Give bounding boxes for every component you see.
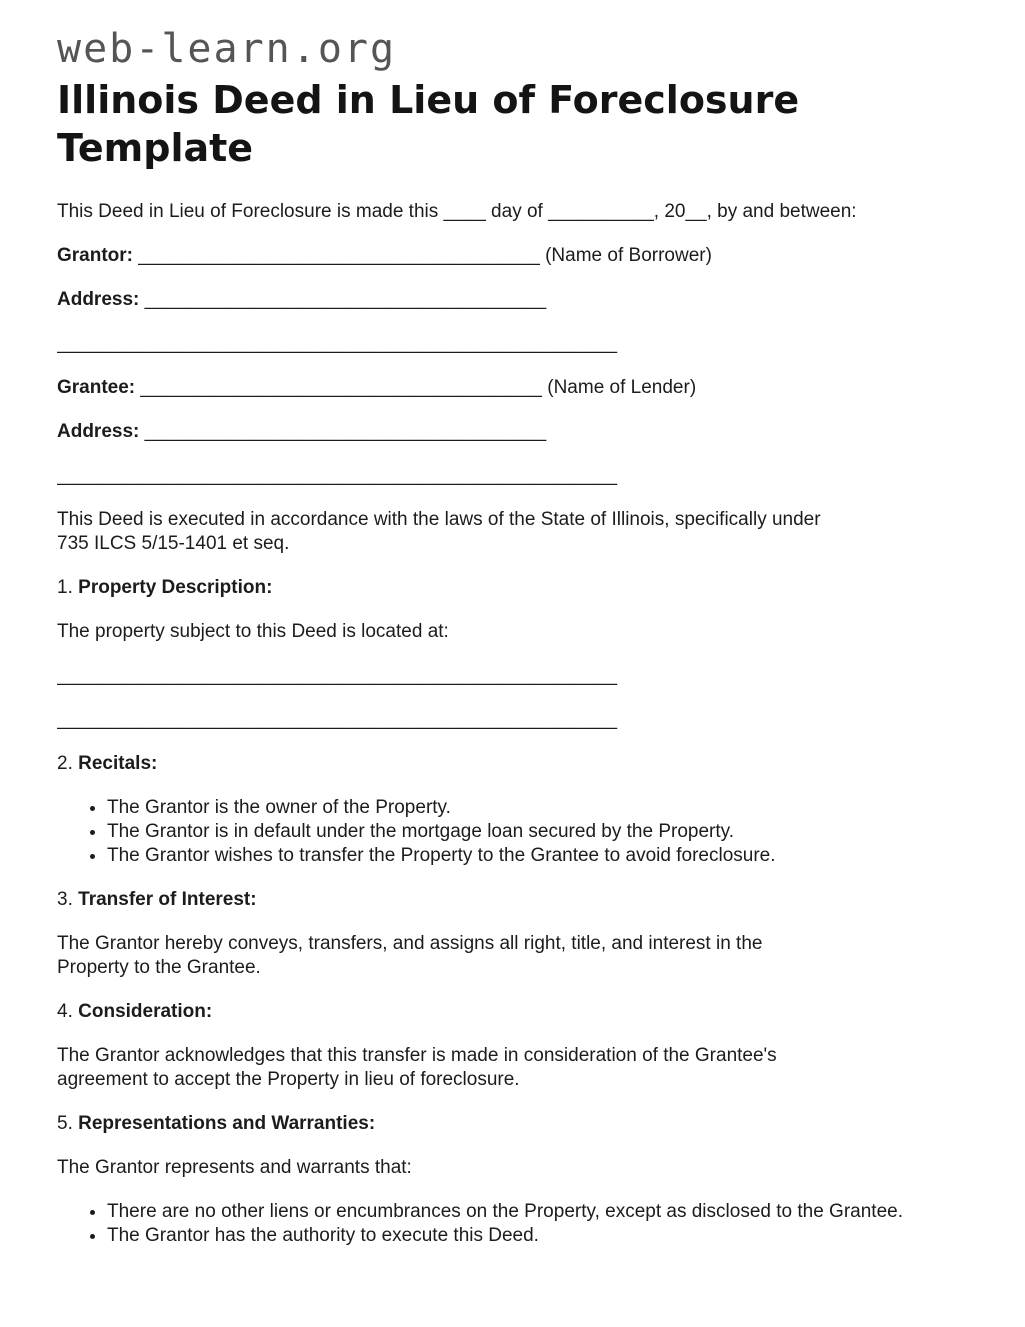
grantee-address-blank: ______________________________________ xyxy=(144,421,547,442)
section-1-body: The property subject to this Deed is located at: xyxy=(57,621,449,642)
recitals-bullet-1: • The Grantor is the owner of the Property. xyxy=(107,796,947,820)
grantor-note: (Name of Borrower) xyxy=(545,245,712,266)
section-3-number: 3. xyxy=(57,889,73,910)
grantor-address-label: Address: xyxy=(57,289,140,310)
site-logo: web-learn.org xyxy=(57,26,397,72)
warranties-bullet-2: • The Grantor has the authority to execute this Deed. xyxy=(107,1224,947,1248)
section-3-heading xyxy=(57,888,969,912)
grantor-blank: ______________________________________ xyxy=(138,245,540,266)
section-5-title: Representations and Warranties: xyxy=(78,1113,376,1134)
grantee-address-label: Address: xyxy=(57,421,140,442)
grantor-address-row xyxy=(57,288,969,312)
grantee-address-row xyxy=(57,420,969,444)
section-5-number: 5. xyxy=(57,1113,73,1134)
warranties-bullet-1: • There are no other liens or encumbrances on the Property, except as disclosed to the Grantee. xyxy=(107,1200,947,1224)
section-2-number: 2. xyxy=(57,753,73,774)
grantee-note: (Name of Lender) xyxy=(547,377,697,398)
property-blank-line-2: _____________________________________________________ xyxy=(57,709,618,730)
section-4-number: 4. xyxy=(57,1001,73,1022)
page-title: Illinois Deed in Lieu of Foreclosure Template xyxy=(57,78,800,170)
section-1-title: Property Description: xyxy=(78,577,273,598)
section-2-title: Recitals: xyxy=(78,753,158,774)
grantor-address-blank: ______________________________________ xyxy=(144,289,547,310)
section-4-title: Consideration: xyxy=(78,1001,213,1022)
grantee-address-line2: _____________________________________________________ xyxy=(57,465,618,486)
grantor-label: Grantor: xyxy=(57,245,133,266)
recitals-bullet-3: • The Grantor wishes to transfer the Property to the Grantee to avoid foreclosure. xyxy=(107,844,947,868)
section-1-heading xyxy=(57,576,969,600)
section-3-body: The Grantor hereby conveys, transfers, and assigns all right, title, and interest in the Property to the Grantee. xyxy=(57,933,763,978)
section-5-heading xyxy=(57,1112,969,1136)
property-blank-line-1: _____________________________________________________ xyxy=(57,665,618,686)
grantee-blank: ______________________________________ xyxy=(140,377,542,398)
section-1-number: 1. xyxy=(57,577,73,598)
grantor-row xyxy=(57,244,969,268)
recitals-bullet-2: • The Grantor is in default under the mortgage loan secured by the Property. xyxy=(107,820,947,844)
intro-paragraph: This Deed in Lieu of Foreclosure is made this ____ day of __________, 20__, by and between: xyxy=(57,201,857,222)
recitals-list xyxy=(57,796,947,868)
section-4-body: The Grantor acknowledges that this transfer is made in consideration of the Grantee's agreement to accept the Property in lieu of foreclosure. xyxy=(57,1045,777,1090)
warranties-list xyxy=(57,1200,947,1248)
section-5-body: The Grantor represents and warrants that: xyxy=(57,1157,412,1178)
statute-paragraph: This Deed is executed in accordance with the laws of the State of Illinois, specifically under 735 ILCS 5/15-1401 et seq. xyxy=(57,509,821,554)
grantee-label: Grantee: xyxy=(57,377,136,398)
grantor-address-line2: _____________________________________________________ xyxy=(57,333,618,354)
grantee-row xyxy=(57,376,969,400)
section-3-title: Transfer of Interest: xyxy=(78,889,257,910)
section-2-heading xyxy=(57,752,969,776)
section-4-heading xyxy=(57,1000,969,1024)
